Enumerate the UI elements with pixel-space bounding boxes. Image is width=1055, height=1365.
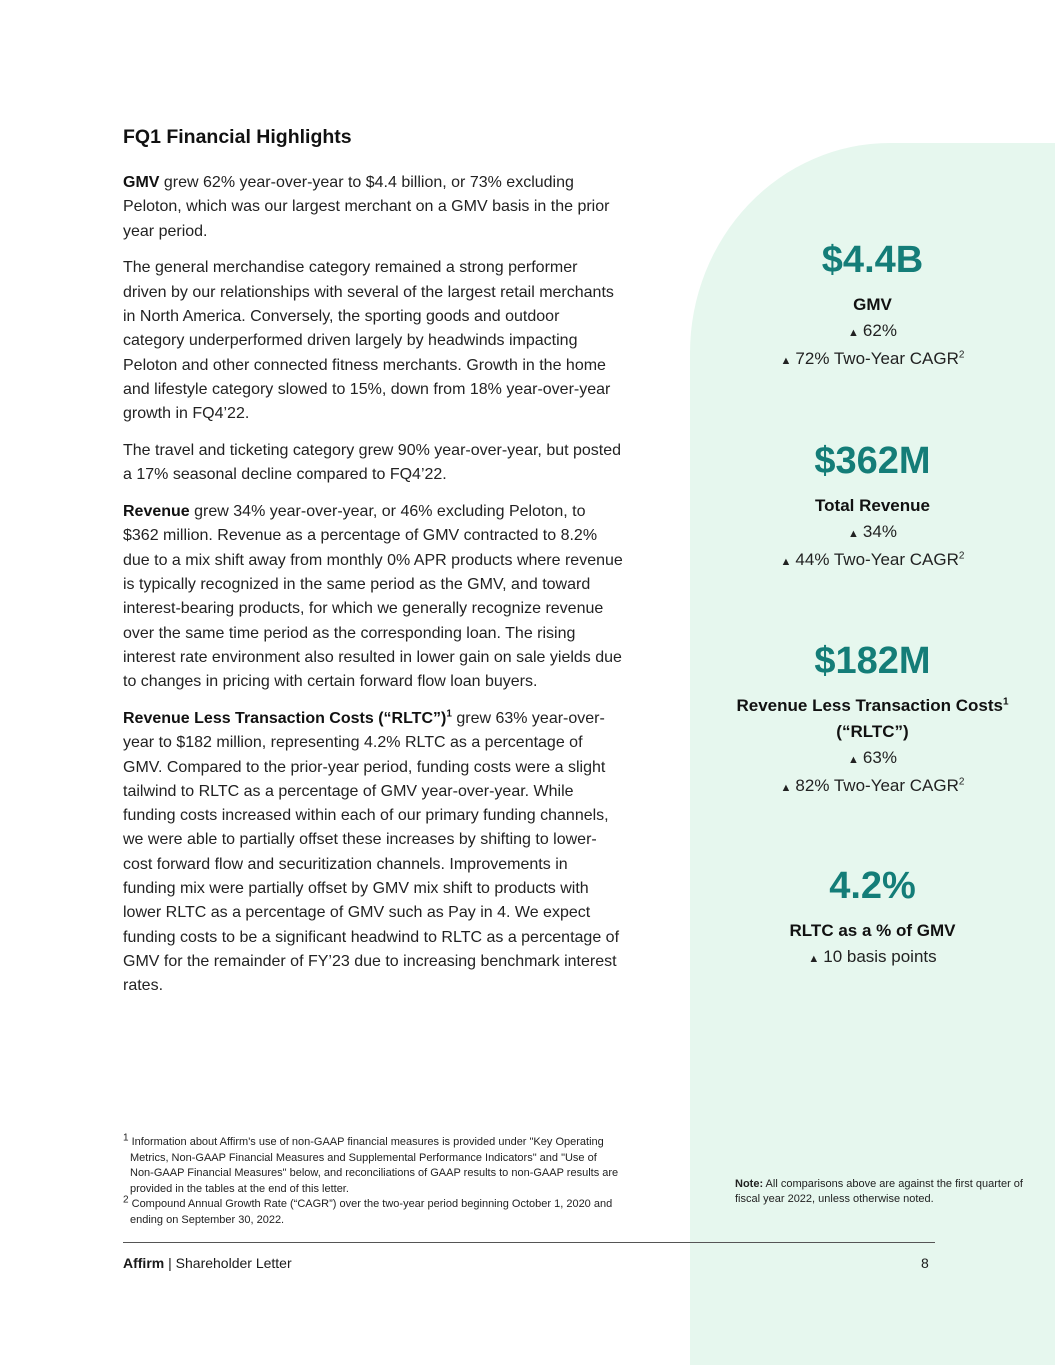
note: Note: All comparisons above are against the first quarter of fiscal year 2022, unless otherwise noted. (735, 1178, 1023, 1205)
stat-label: GMV (853, 295, 892, 314)
footnote: $^1$ Information about Affirm's use of non-GAAP financial measures is provided under "Key Operating Metrics, Non-GAAP Financial Measures and Supplemental Performance Indicators" and "Use of Non-GAAP Financial Measures" below, and reconciliations of GAAP results to non-GAAP results are provided in the tables at the end of this letter. (123, 1132, 619, 1195)
stat-rltc: $182M Revenue Less Transaction Costs$^1$ (“RLTC”) ▲ 63% ▲ 82% Two-Year CAGR$^2$ (690, 637, 1055, 801)
stat-value: 4.2% (829, 865, 916, 907)
stat-value: $182M (814, 640, 931, 682)
up-arrow-icon: ▲ (808, 953, 820, 965)
stat-revenue: $362M Total Revenue ▲ 34% ▲ 44% Two-Year CAGR$^2$ (690, 437, 1055, 575)
page-number: 8 (921, 1255, 929, 1271)
footnote: $^2$ Compound Annual Growth Rate (“CAGR”) over the two-year period beginning October 1, 2020 and ending on September 30, 2022. (123, 1194, 613, 1226)
stat-label: Revenue Less Transaction Costs$^1$ (736, 696, 1009, 715)
page-title: FQ1 Financial Highlights (123, 126, 352, 148)
footer-divider (123, 1242, 935, 1243)
footnotes (123, 1132, 623, 1228)
up-arrow-icon: ▲ (848, 754, 859, 766)
stat-label: Total Revenue (815, 496, 930, 515)
paragraph-categories: The general merchandise category remained a strong performer driven by our relationships with several of the largest retail merchants in North America. Conversely, the sporting goods and outdoor category underperformed driven largely by headwinds impacting Peloton and other connected fitness merchants. Growth in the home and lifestyle category slowed to 15%, down from 18% year-over-year growth in FQ4’22. (123, 259, 614, 423)
up-arrow-icon: ▲ (780, 556, 792, 568)
paragraph-gmv: GMV grew 62% year-over-year to $4.4 billion, or 73% excluding Peloton, which was our largest merchant on a GMV basis in the prior year period. (123, 174, 610, 240)
paragraph-revenue: Revenue grew 34% year-over-year, or 46% excluding Peloton, to $362 million. Revenue as a percentage of GMV contracted to 8.2% due to a mix shift away from monthly 0% APR products where revenue is typically recognized in the same period as the GMV, and toward interest-bearing products, for which we generally recognize revenue over the same time period as the corresponding loan. The rising interest rate environment also resulted in lower gain on sale yields due to changes in pricing with certain forward flow loan buyers. (123, 503, 623, 691)
body-text (123, 171, 623, 1011)
footer: Affirm | Shareholder Letter (123, 1255, 292, 1271)
up-arrow-icon: ▲ (848, 528, 859, 540)
stat-gmv: $4.4B GMV ▲ 62% ▲ 72% Two-Year CAGR$^2$ (690, 236, 1055, 374)
up-arrow-icon: ▲ (780, 782, 792, 794)
paragraph-travel: The travel and ticketing category grew 90% year-over-year, but posted a 17% seasonal decline compared to FQ4’22. (123, 441, 622, 484)
stat-label: RLTC as a % of GMV (789, 921, 956, 940)
stat-value: $362M (814, 440, 931, 482)
up-arrow-icon: ▲ (848, 327, 859, 339)
up-arrow-icon: ▲ (780, 355, 792, 367)
stat-rltc-percent: 4.2% RLTC as a % of GMV ▲ 10 basis points (690, 862, 1055, 972)
paragraph-rltc: Revenue Less Transaction Costs (“RLTC”)$^1$ grew 63% year-over-year to $182 million, representing 4.2% RLTC as a percentage of GMV. Compared to the prior-year period, funding costs were a slight tailwind to RLTC as a percentage of GMV year-over-year. While funding costs increased within each of our primary funding channels, we were able to partially offset these increases by shifting to lower-cost forward flow and securitization channels. Improvements in funding mix were partially offset by GMV mix shift to products with lower RLTC as a percentage of GMV such as Pay in 4. We expect funding costs to be a significant headwind to RLTC as a percentage of GMV for the remainder of FY’23 due to increasing benchmark interest rates. (123, 708, 620, 995)
stat-value: $4.4B (821, 239, 924, 281)
